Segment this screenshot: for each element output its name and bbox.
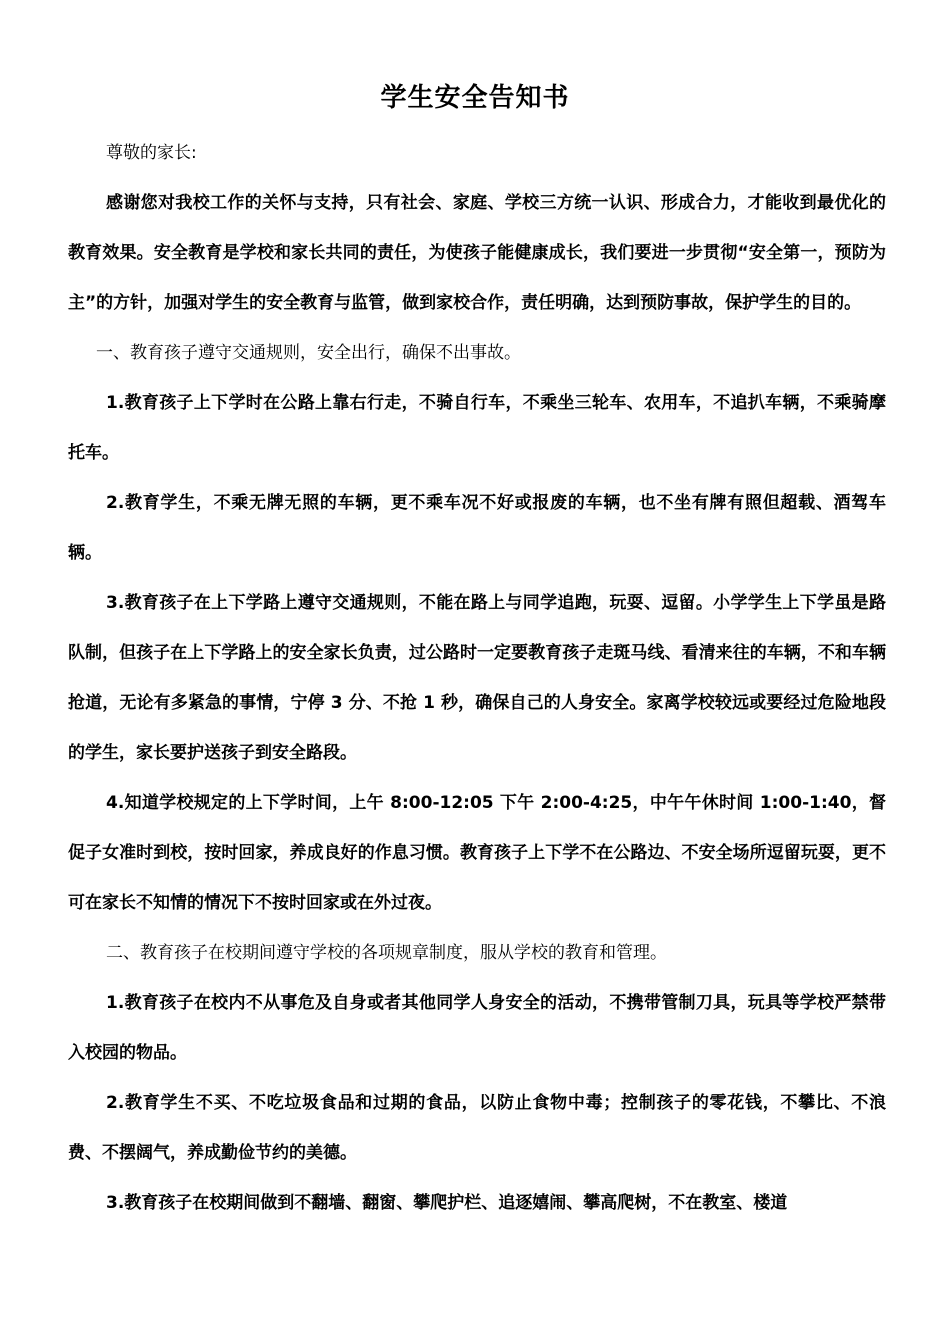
section-1-item-2: 2.教育学生，不乘无牌无照的车辆，更不乘车况不好或报废的车辆，也不坐有牌有照但超载、酒驾车辆。 bbox=[68, 493, 886, 563]
section-1-heading: 一、教育孩子遵守交通规则，安全出行，确保不出事故。 bbox=[96, 343, 521, 363]
section-2-heading: 二、教育孩子在校期间遵守学校的各项规章制度，服从学校的教育和管理。 bbox=[106, 943, 667, 963]
greeting: 尊敬的家长: bbox=[106, 143, 197, 163]
intro-paragraph: 感谢您对我校工作的关怀与支持，只有社会、家庭、学校三方统一认识、形成合力，才能收到最优化的教育效果。安全教育是学校和家长共同的责任，为使孩子能健康成长，我们要进一步贯彻“安全第一，预防为主”的方针，加强对学生的安全教育与监管，做到家校合作，责任明确，达到预防事故，保护学生的目的。 bbox=[68, 193, 886, 313]
section-2-item-3: 3.教育孩子在校期间做到不翻墙、翻窗、攀爬护栏、追逐嬉闹、攀高爬树，不在教室、楼道 bbox=[106, 1193, 788, 1213]
document-title: 学生安全告知书 bbox=[380, 83, 570, 113]
section-2-item-1: 1.教育孩子在校内不从事危及自身或者其他同学人身安全的活动，不携带管制刀具，玩具等学校严禁带入校园的物品。 bbox=[68, 993, 886, 1063]
section-1-item-4: 4.知道学校规定的上下学时间，上午 8:00-12:05 下午 2:00-4:25，中午午休时间 1:00-1:40，督促子女准时到校，按时回家，养成良好的作息习惯。教育孩子上下学不在公路边、不安全场所逗留玩耍，更不可在家长不知情的情况下不按时回家或在外过夜。 bbox=[68, 793, 886, 913]
document-body bbox=[68, 128, 886, 1228]
section-1-item-1: 1.教育孩子上下学时在公路上靠右行走，不骑自行车，不乘坐三轮车、农用车，不追扒车辆，不乘骑摩托车。 bbox=[68, 393, 886, 463]
section-1-item-3: 3.教育孩子在上下学路上遵守交通规则，不能在路上与同学追跑，玩耍、逗留。小学学生上下学虽是路队制，但孩子在上下学路上的安全家长负责，过公路时一定要教育孩子走斑马线、看清来往的车辆，不和车辆抢道，无论有多紧急的事情，宁停 3 分、不抢 1 秒，确保自己的人身安全。家离学校较远或要经过危险地段的学生，家长要护送孩子到安全路段。 bbox=[68, 593, 886, 763]
section-2-item-2: 2.教育学生不买、不吃垃圾食品和过期的食品，以防止食物中毒；控制孩子的零花钱，不攀比、不浪费、不摆阔气，养成勤俭节约的美德。 bbox=[68, 1093, 886, 1163]
